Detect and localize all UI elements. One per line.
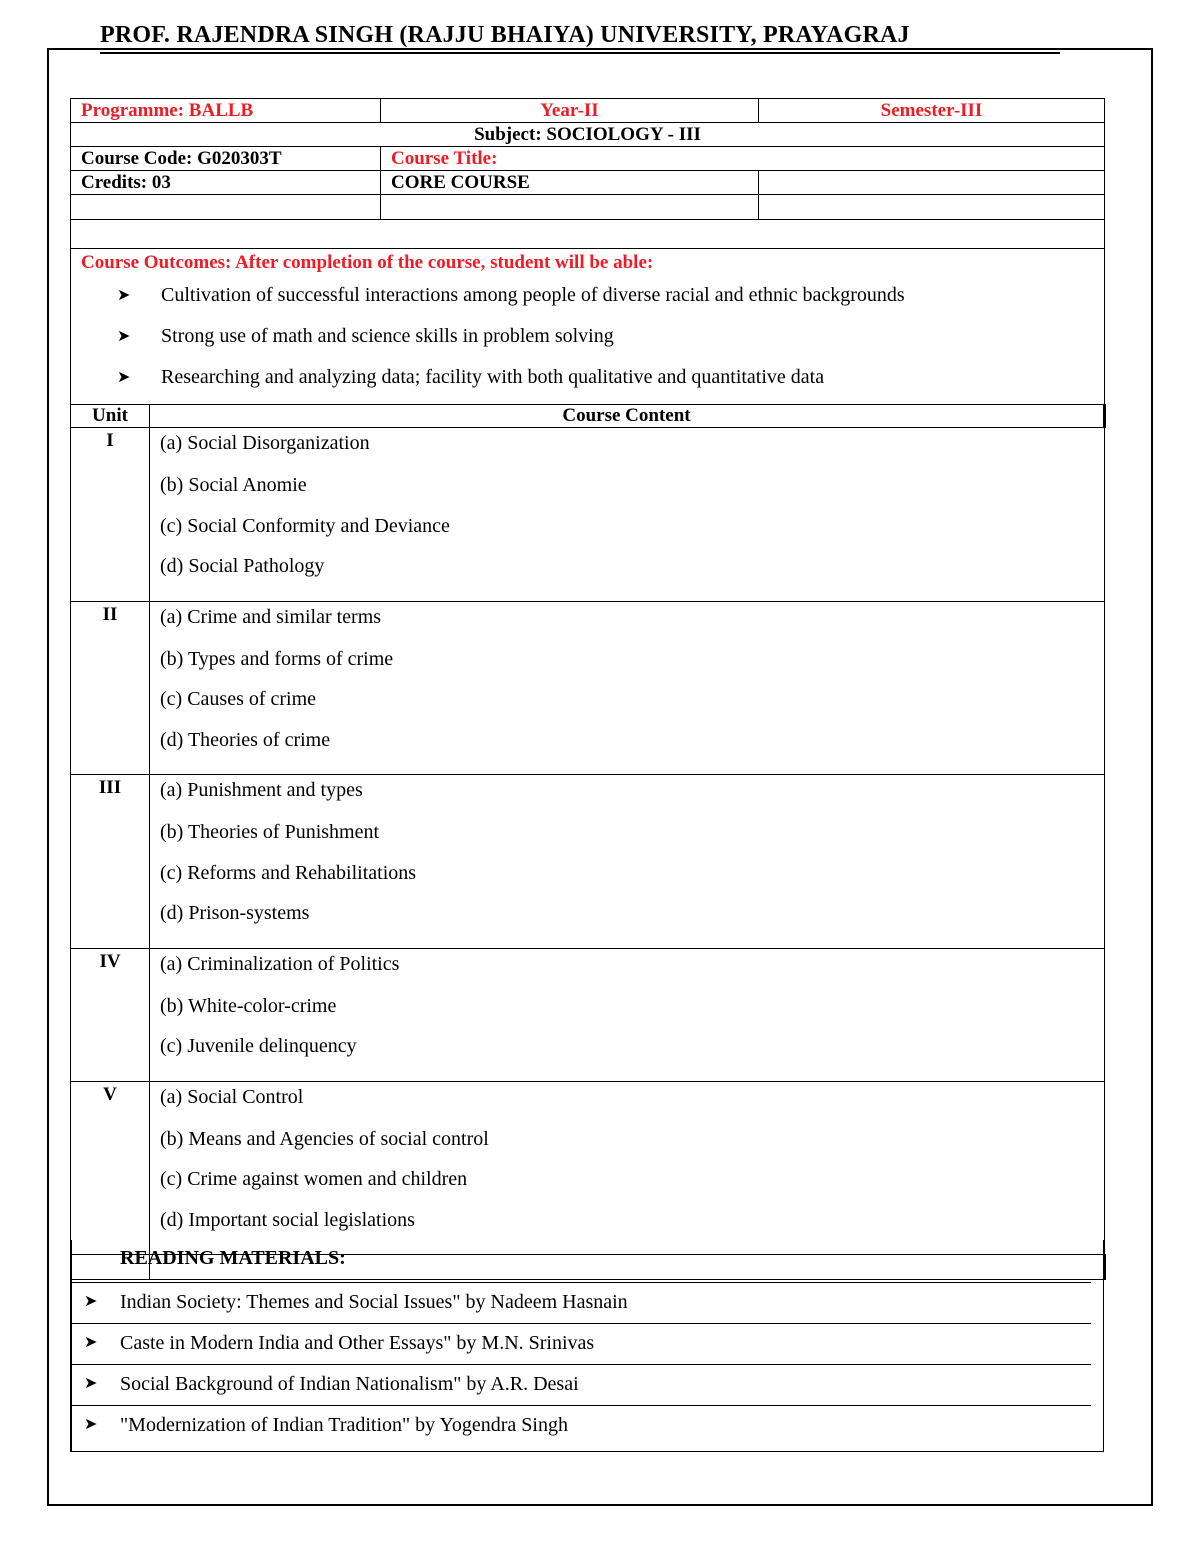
course-title-label: Course Title: <box>381 147 1105 171</box>
unit-content <box>150 948 1105 1081</box>
blank-row <box>71 220 1105 249</box>
list-item: ➤ Caste in Modern India and Other Essays" by M.N. Srinivas <box>72 1324 1091 1365</box>
table-row <box>71 1081 1105 1255</box>
list-item: (b) Social Anomie <box>160 474 307 496</box>
unit-header: Unit <box>71 405 150 428</box>
table-row <box>71 775 1105 949</box>
unit-number: I <box>71 428 150 602</box>
list-item: (a) Crime and similar terms <box>160 605 382 628</box>
arrow-bullet-icon: ➤ <box>84 1375 98 1392</box>
outcomes-row <box>71 249 1105 405</box>
semester-label: Semester-III <box>759 99 1105 123</box>
list-item: (d) Theories of crime <box>160 728 331 751</box>
list-item: (a) Punishment and types <box>160 779 363 801</box>
list-item: ➤ "Modernization of Indian Tradition" by Yogendra Singh <box>72 1406 1091 1446</box>
list-item: (c) Reforms and Rehabilitations <box>160 861 417 884</box>
outcomes-title: Course Outcomes: After completion of the course, student will be able: <box>81 252 654 273</box>
credits: Credits: 03 <box>71 171 381 195</box>
list-item: ➤ Indian Society: Themes and Social Issues" by Nadeem Hasnain <box>72 1283 1091 1324</box>
table-row <box>71 948 1105 1081</box>
arrow-bullet-icon: ➤ <box>117 328 131 345</box>
programme-label: Programme: BALLB <box>71 99 381 123</box>
unit-content <box>150 601 1105 775</box>
unit-content <box>150 1081 1105 1255</box>
header-row-subject <box>71 123 1105 147</box>
year-label: Year-II <box>381 99 759 123</box>
list-item: (b) Means and Agencies of social control <box>160 1127 489 1150</box>
header-row-programme <box>71 99 1105 123</box>
content-header-row <box>71 405 1105 428</box>
list-item: (b) White-color-crime <box>160 994 337 1017</box>
list-item: ➤ Researching and analyzing data; facility with both qualitative and quantitative data <box>117 357 1094 398</box>
arrow-bullet-icon: ➤ <box>117 369 131 386</box>
blank-row <box>71 195 1105 220</box>
outcomes-list <box>81 275 1094 398</box>
list-item: (a) Social Disorganization <box>160 432 370 454</box>
course-code: Course Code: G020303T <box>71 147 381 171</box>
unit-content <box>150 428 1105 602</box>
arrow-bullet-icon: ➤ <box>84 1416 98 1433</box>
list-item: ➤ Strong use of math and science skills in problem solving <box>117 316 1094 357</box>
unit-number: II <box>71 601 150 775</box>
list-item: (c) Juvenile delinquency <box>160 1035 357 1057</box>
course-outcomes <box>71 249 1105 405</box>
reading-materials <box>70 1240 1104 1452</box>
list-item: (a) Social Control <box>160 1085 304 1108</box>
list-item: (d) Prison-systems <box>160 902 310 924</box>
arrow-bullet-icon: ➤ <box>84 1293 98 1310</box>
list-item: (d) Social Pathology <box>160 555 325 577</box>
list-item: (b) Theories of Punishment <box>160 821 380 843</box>
subject-label: Subject: SOCIOLOGY - III <box>71 123 1105 147</box>
table-row <box>71 601 1105 775</box>
header-row-code <box>71 147 1105 171</box>
list-item: (c) Social Conformity and Deviance <box>160 514 450 537</box>
university-title: PROF. RAJENDRA SINGH (RAJJU BHAIYA) UNIVERSITY, PRAYAGRAJ <box>100 18 1060 54</box>
empty-cell <box>759 171 1105 195</box>
list-item: ➤ Cultivation of successful interactions among people of diverse racial and ethnic backgrounds <box>117 275 1094 316</box>
list-item: (b) Types and forms of crime <box>160 647 394 670</box>
arrow-bullet-icon: ➤ <box>84 1334 98 1351</box>
list-item: (d) Important social legislations <box>160 1208 415 1231</box>
header-row-credits <box>71 171 1105 195</box>
arrow-bullet-icon: ➤ <box>117 287 131 304</box>
unit-number: V <box>71 1081 150 1255</box>
unit-content <box>150 775 1105 949</box>
syllabus-table <box>70 98 1106 1280</box>
content-header: Course Content <box>150 405 1105 428</box>
unit-number: III <box>71 775 150 949</box>
list-item: (c) Crime against women and children <box>160 1168 468 1190</box>
list-item: (a) Criminalization of Politics <box>160 952 400 975</box>
course-type: CORE COURSE <box>381 171 759 195</box>
list-item: (c) Causes of crime <box>160 688 317 710</box>
reading-title: READING MATERIALS: <box>72 1240 1091 1283</box>
unit-number: IV <box>71 948 150 1081</box>
table-row <box>71 428 1105 602</box>
list-item: ➤ Social Background of Indian Nationalism" by A.R. Desai <box>72 1365 1091 1406</box>
